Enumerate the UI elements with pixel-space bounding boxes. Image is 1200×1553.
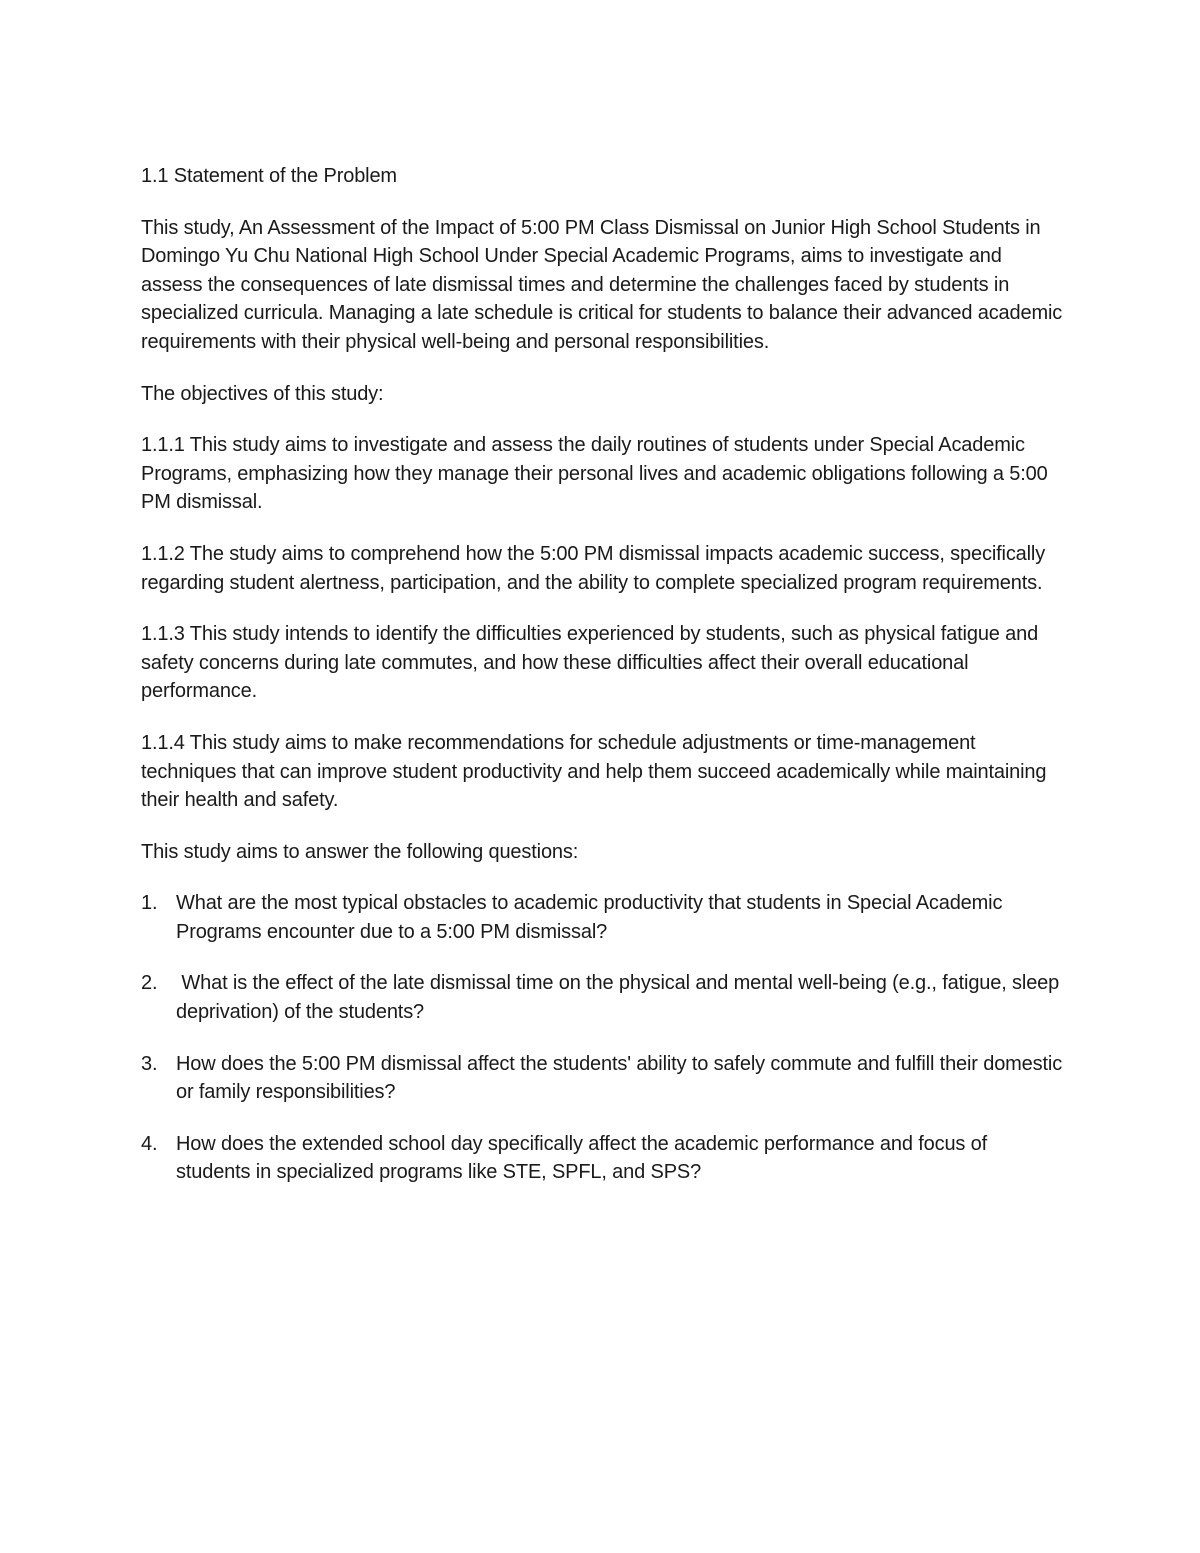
- question-item-1: [141, 889, 1066, 946]
- intro-paragraph: This study, An Assessment of the Impact of 5:00 PM Class Dismissal on Junior High School Students in Domingo Yu Chu National High School Under Special Academic Programs, aims to investigate and assess the consequences of late dismissal times and determine the challenges faced by students in specialized curricula. Managing a late schedule is critical for students to balance their advanced academic requirements with their physical well-being and personal responsibilities.: [141, 216, 1063, 353]
- question-text: How does the extended school day specifically affect the academic performance and focus of students in specialized programs like STE, SPFL, and SPS?: [176, 1132, 988, 1184]
- document-body: [141, 162, 1066, 1210]
- research-questions-list: [141, 889, 1066, 1187]
- objective-2: 1.1.2 The study aims to comprehend how the 5:00 PM dismissal impacts academic success, specifically regarding student alertness, participation, and the ability to complete specialized program requirements.: [141, 542, 1046, 594]
- question-number: 1.: [141, 892, 158, 915]
- question-number: 3.: [141, 1052, 158, 1075]
- question-item-3: [141, 1050, 1066, 1107]
- objective-3: 1.1.3 This study intends to identify the difficulties experienced by students, such as physical fatigue and safety concerns during late commutes, and how these difficulties affect their overall educational performance.: [141, 623, 1039, 703]
- questions-intro: This study aims to answer the following questions:: [141, 840, 579, 863]
- question-item-4: [141, 1130, 1066, 1187]
- section-title: 1.1 Statement of the Problem: [141, 165, 397, 187]
- objectives-intro: The objectives of this study:: [141, 382, 384, 405]
- question-number: 4.: [141, 1132, 158, 1155]
- question-text: What is the effect of the late dismissal time on the physical and mental well-being (e.g., fatigue, sleep deprivation) of the students?: [176, 972, 1065, 1024]
- question-text: How does the 5:00 PM dismissal affect the students' ability to safely commute and fulfill their domestic or family responsibilities?: [176, 1052, 1063, 1104]
- question-item-2: [141, 969, 1066, 1026]
- question-number: 2.: [141, 972, 158, 995]
- objective-4: 1.1.4 This study aims to make recommendations for schedule adjustments or time-management techniques that can improve student productivity and help them succeed academically while maintaining their health and safety.: [141, 731, 1047, 812]
- objective-1: 1.1.1 This study aims to investigate and assess the daily routines of students under Special Academic Programs, emphasizing how they manage their personal lives and academic obligations following a 5:00 PM dismissal.: [141, 434, 1048, 514]
- question-text: What are the most typical obstacles to academic productivity that students in Special Academic Programs encounter due to a 5:00 PM dismissal?: [176, 892, 1003, 943]
